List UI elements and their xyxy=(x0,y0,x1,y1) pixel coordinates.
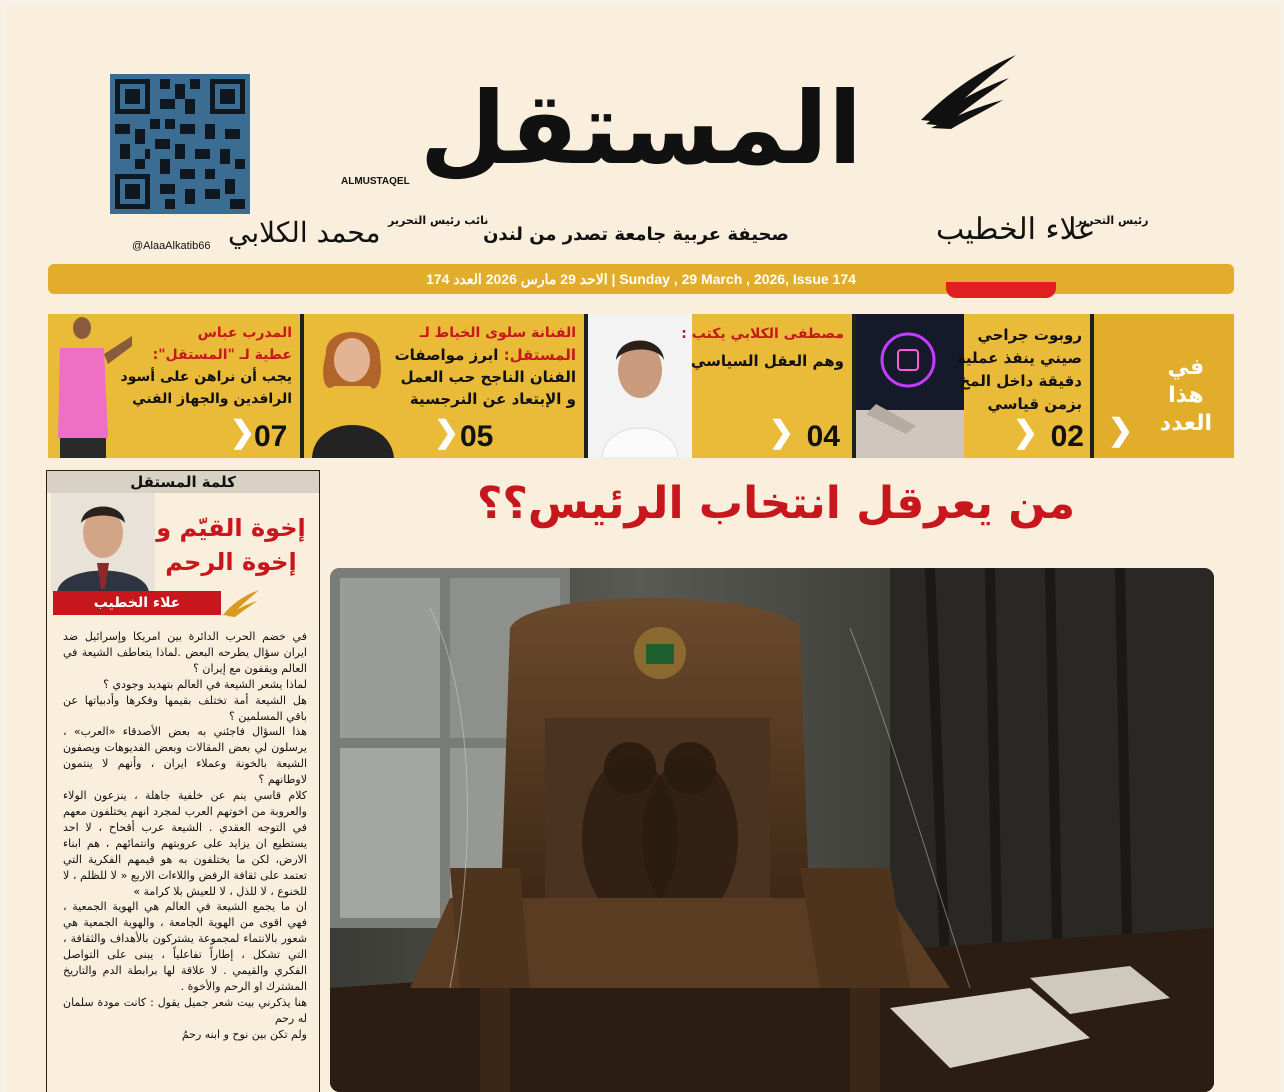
editorial-paragraph: كلام قاسي ينم عن خلفية جاهلة ، ينزعون الولاء والعروبة من اخوتهم العرب لمجرد انهم يختلفون معهم في التوجه العقدي . الشيعة عرب أقحاح ، لا احد يستطيع ان يزايد على عروبتهم وانتمائهم ، هم ابناء الارض، لكن ما يختلفون به هو قيمهم الفكرية التي تعتمد على ثقافة الرفض واللاءات الاربع « لا للظلم ، لا للخنوع ، لا للذل ، لا للعيش بلا كرامة » xyxy=(63,789,307,898)
item-04-page-number: 04 xyxy=(806,420,840,453)
item-05-line-1: ابرز مواصفات xyxy=(394,346,499,364)
wing-icon xyxy=(911,50,1021,130)
editorial-title-line-2: إخوة الرحم xyxy=(165,548,297,576)
editor-portrait-graphic xyxy=(51,493,155,593)
chevron-right-icon: ❯ xyxy=(434,416,460,449)
wing-icon xyxy=(221,589,261,617)
editorial-title-line-1: إخوة القيّم و xyxy=(156,514,306,542)
item-05-line-2: الفنان الناجح حب العمل xyxy=(400,368,576,386)
issue-item-07[interactable] xyxy=(48,314,300,458)
editorial-paragraph: هنا يذكرني بيت شعر جميل يقول : كانت مودة سلمان له رحم xyxy=(63,995,307,1025)
editorial-body xyxy=(63,629,307,1043)
social-handle[interactable]: @AlaaAlkatib66 xyxy=(132,240,211,252)
item-02-page-number: 02 xyxy=(1050,420,1084,453)
label-line-1: في xyxy=(1167,355,1205,380)
artist-portrait-graphic xyxy=(304,314,400,458)
deputy-editor-label: نائب رئيس التحرير xyxy=(388,214,489,227)
editorial-author-bar xyxy=(53,591,221,615)
editorial-header: كلمة المستقل xyxy=(47,471,319,493)
editorial-paragraph: لماذا يشعر الشيعة في العالم بتهديد وجودي ؟ xyxy=(103,677,307,691)
editorial-paragraph: هل الشيعة أمة تختلف بقيمها وفكرها وأدبياتها عن باقي المسلمين ؟ xyxy=(63,693,307,723)
coach-photo-graphic xyxy=(48,314,132,458)
in-this-issue-label xyxy=(1094,314,1234,458)
logo-arabic-text: المستقل xyxy=(419,70,863,187)
editorial-title xyxy=(151,511,311,579)
item-07-kicker-2: عطية لـ "المستقل": xyxy=(152,347,292,363)
editorial-author: علاء الخطيب xyxy=(93,595,181,611)
chevron-right-icon: ❯ xyxy=(230,416,256,449)
editor-in-chief-label: رئيس التحرير xyxy=(1076,214,1149,227)
issue-item-04[interactable] xyxy=(588,314,852,458)
empty-chair-graphic xyxy=(330,568,1214,1092)
robot-ai-graphic xyxy=(856,314,964,458)
item-07-page-number: 07 xyxy=(254,420,288,453)
chevron-right-icon: ❯ xyxy=(1108,414,1134,447)
artist-portrait-image xyxy=(304,314,400,458)
item-04-kicker: مصطفى الكلابي يكتب : xyxy=(681,326,844,342)
author-portrait-image xyxy=(588,314,692,458)
editor-in-chief-signature: علاء الخطيب xyxy=(936,212,1096,247)
item-05-page-number: 05 xyxy=(460,420,494,453)
item-07-line-2: الرافدين والجهاز الفني xyxy=(132,391,292,407)
masthead-tagline: صحيفة عربية جامعة تصدر من لندن xyxy=(483,224,789,245)
chevron-right-icon: ❯ xyxy=(768,416,794,449)
item-05-line-3: و الإبتعاد عن النرجسية xyxy=(409,390,576,408)
editorial-paragraph: ولم تكن بين نوح و ابنه رحمُ xyxy=(181,1027,307,1041)
item-02-line-2: صيني ينفذ عملية xyxy=(956,349,1082,367)
editor-portrait-image xyxy=(51,493,155,593)
label-line-3: العدد xyxy=(1159,411,1212,436)
editorial-paragraph: في خضم الحرب الدائرة بين امريكا وإسرائيل ضد ايران سؤال يطرحه البعض .لماذا يتعاطف الشيعة في العالم ويقفون مع إيران ؟ xyxy=(63,630,307,675)
item-07-kicker: المدرب عباس xyxy=(197,325,292,341)
issue-item-02[interactable] xyxy=(856,314,1090,458)
newspaper-front-page xyxy=(6,6,1278,1092)
date-issue-text: الاحد 29 مارس 2026 العدد 174 | Sunday , 29 March , 2026, Issue 174 xyxy=(426,271,856,287)
portrait-graphic xyxy=(588,314,692,458)
masthead-logo[interactable] xyxy=(331,64,951,194)
issue-item-05[interactable] xyxy=(304,314,584,458)
item-02-line-1: روبوت جراحي xyxy=(977,326,1082,344)
editorial-column xyxy=(46,470,320,1092)
item-02-line-4: بزمن قياسي xyxy=(987,395,1082,413)
deputy-editor-signature: محمد الكلابي xyxy=(228,216,381,249)
main-headline[interactable]: من يعرقل انتخاب الرئيس؟؟ xyxy=(476,478,1076,529)
in-this-issue-strip xyxy=(48,314,1234,458)
editorial-paragraph: ان ما يجمع الشيعة في العالم هي الهوية الجمعية ، فهي اقوى من الهوية الجامعة ، والهوية الجمعية هي شعور بالانتماء لمجموعة يشتركون بالأهداف والثقافة ، التي تشكل ، إطاراً تفاعلياً ، يبنى على التواصل الفكري والقيمي . لا علاقة لها برابطة الدم والتاريخ المشترك او الرحم والأخوة . xyxy=(63,900,307,993)
item-02-line-3: دقيقة داخل المخ xyxy=(959,372,1082,390)
item-05-kicker-2: المستقل: xyxy=(503,346,576,364)
chevron-right-icon: ❯ xyxy=(1012,416,1038,449)
item-07-line-1: يجب أن نراهن على أسود xyxy=(120,369,292,385)
qr-code-icon[interactable] xyxy=(110,74,250,214)
item-04-line-1: وهم العقل السياسي xyxy=(690,352,844,370)
main-story-photo[interactable] xyxy=(330,568,1214,1092)
logo-latin-text: ALMUSTAQEL xyxy=(341,176,410,187)
qr-code-graphic xyxy=(110,74,250,214)
label-line-2: هذا xyxy=(1168,383,1204,408)
robot-image xyxy=(856,314,964,458)
date-issue-bar xyxy=(48,264,1234,294)
item-05-kicker: الفنانة سلوى الخياط لـ xyxy=(419,325,576,341)
coach-photo-image xyxy=(48,314,132,458)
editorial-paragraph: هذا السؤال فاجئني به بعض الأصدقاء «العرب» ، يرسلون لي بعض المقالات وبعض الفديوهات ويصفون الشيعة بالخونة وعملاء ايران ، وأنهم لا ينتمون لاوطانهم ؟ xyxy=(63,725,307,787)
